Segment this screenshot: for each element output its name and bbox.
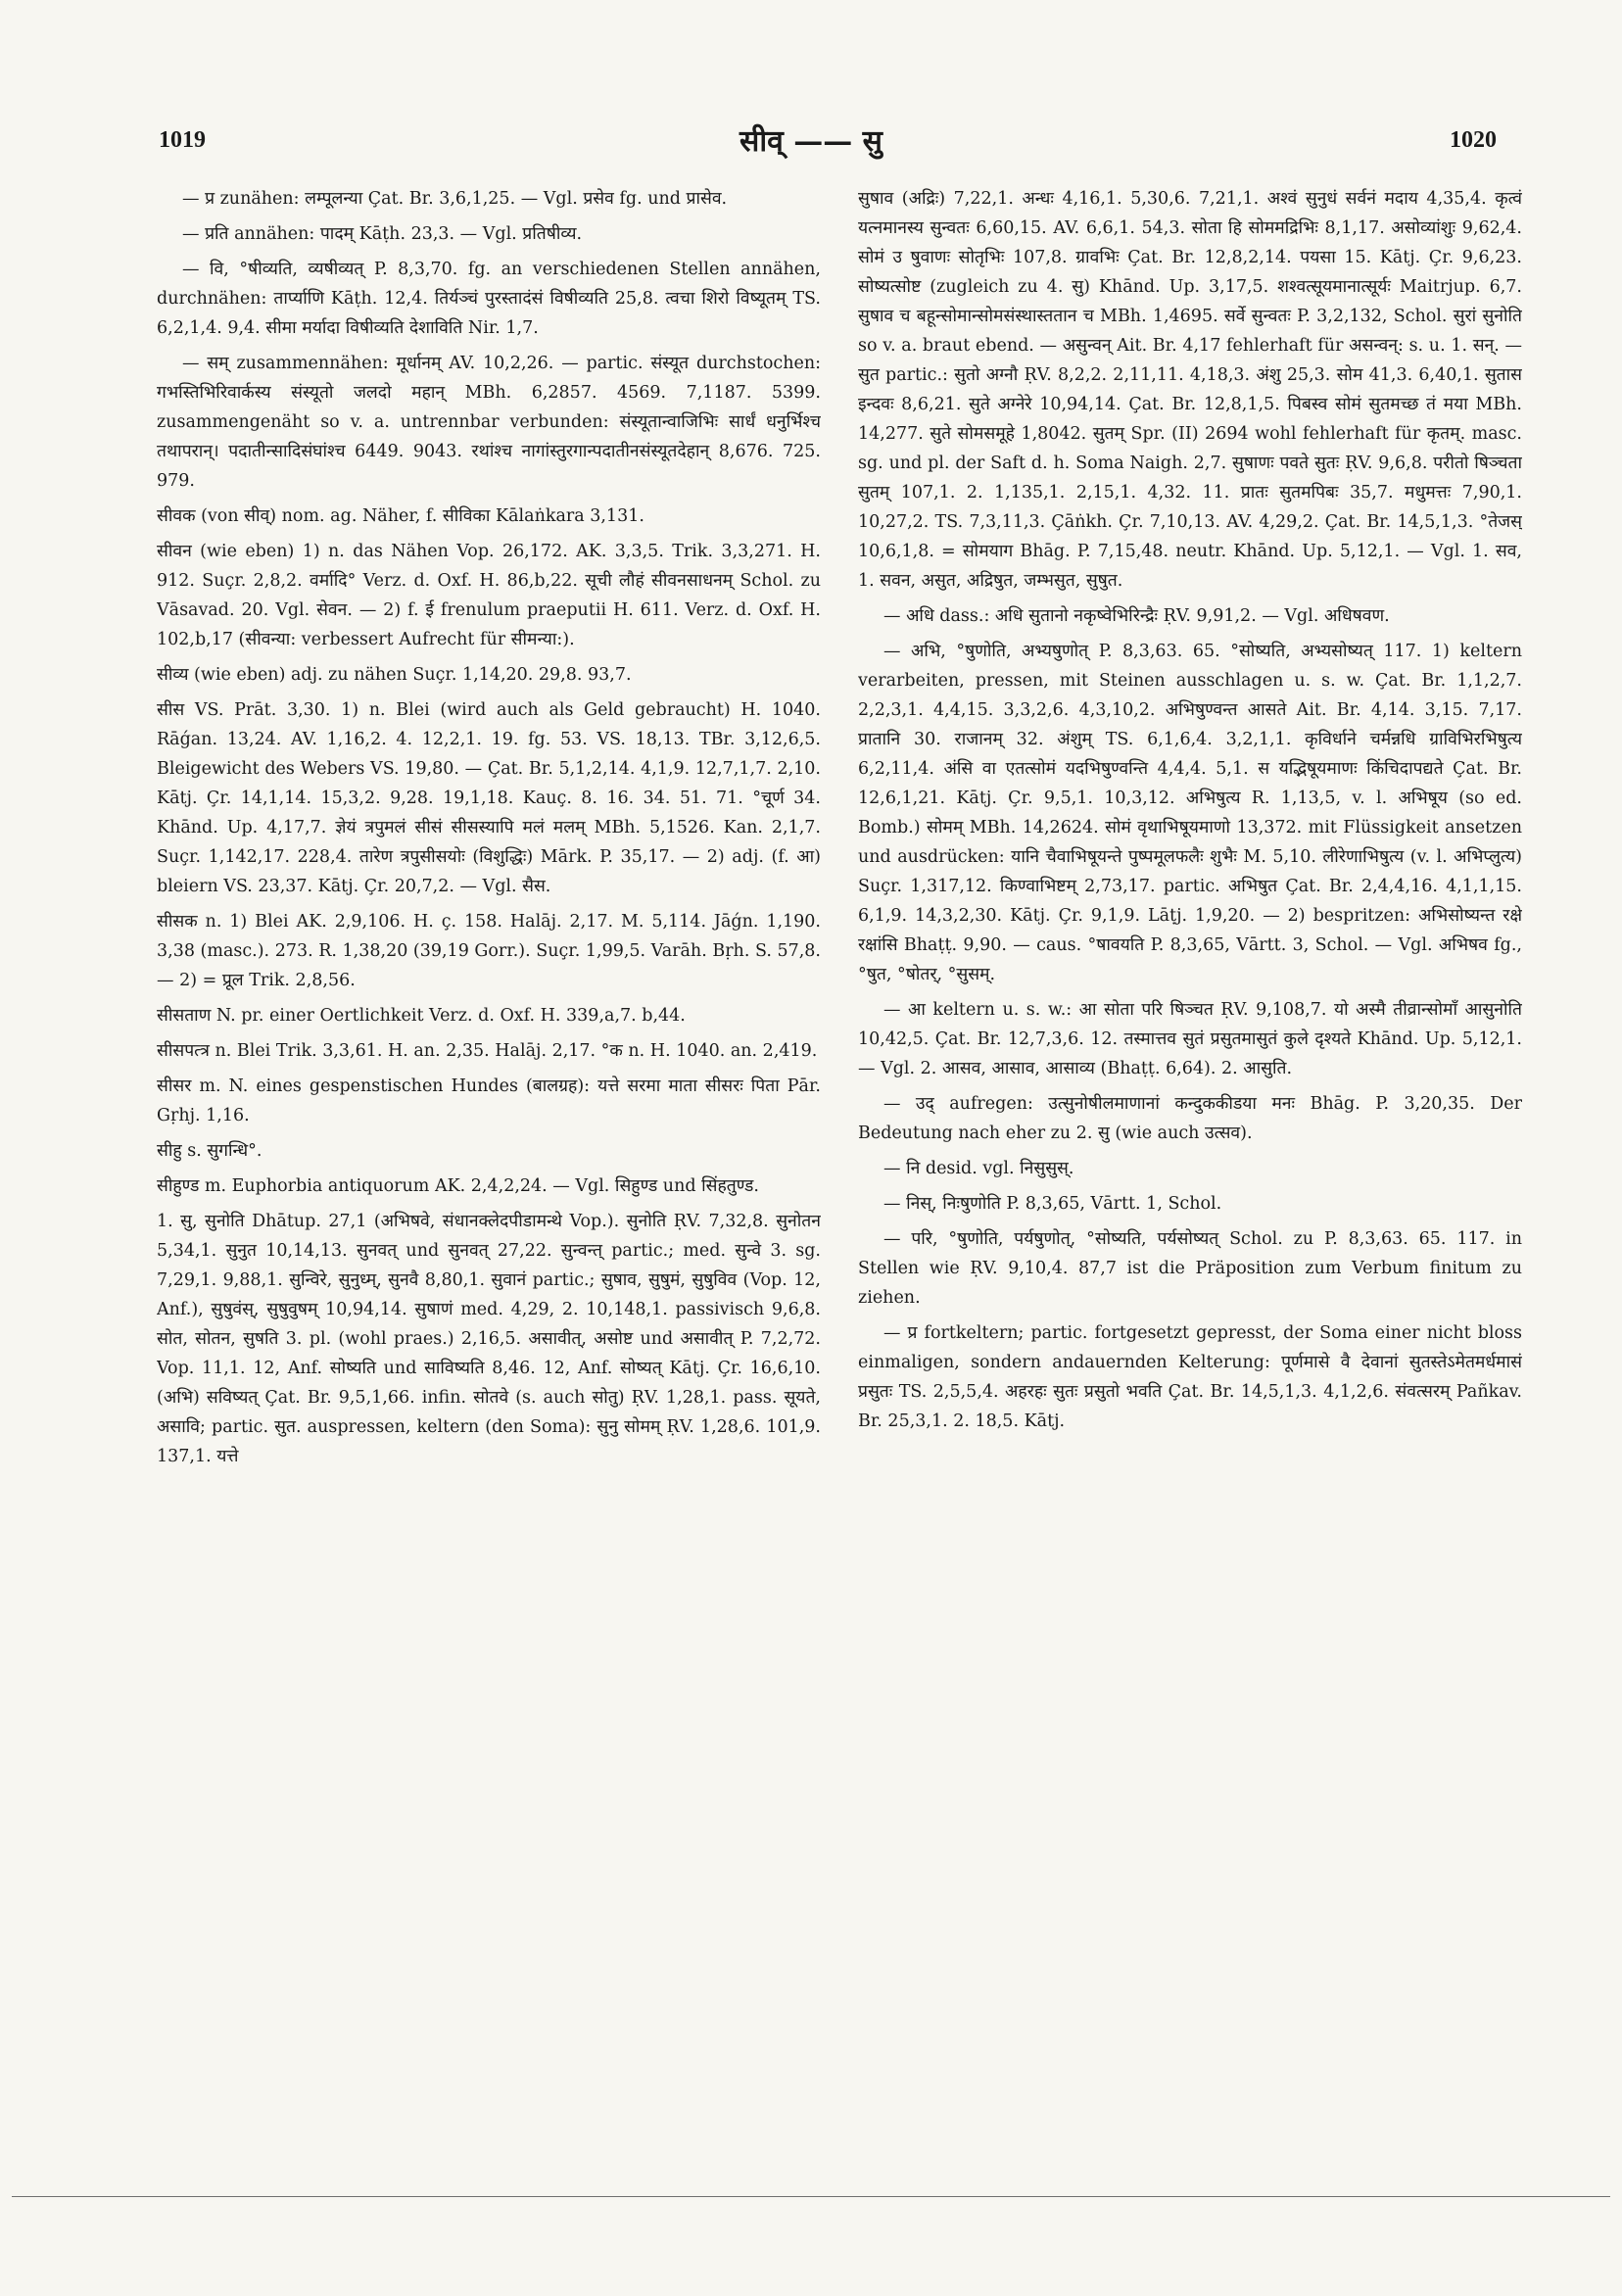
dictionary-entry: 1. सु, सुनोति Dhātup. 27,1 (अभिषवे, संधानक्लेदपीडामन्थे Vop.). सुनोति ṚV. 7,32,8. सुनोतन 5,34,1. सुनुत 10,14,13. सुनवत् und सुनवत् 27,22. सुन्वन्त् partic.; med. सुन्वे 3. sg. 7,29,1. 9,88,1. सुन्विरे, सुनुध्म्, सुनवै 8,80,1. सुवानं partic.; सुषाव, सुषुमं, सुषुविव (Vop. 12, Anf.), सुषुवंस्, सुषुवुषम् 10,94,14. सुषाणं med. 4,29, 2. 10,148,1. passivisch 9,6,8. सोत, सोतन, सुषति 3. pl. (wohl praes.) 2,16,5. असावीत्, असोष्ट und असावीत् P. 7,2,72. Vop. 11,1. 12, Anf. सोष्यति und साविष्यति 8,46. 12, Anf. सोष्यत् Kātj. Çr. 16,6,10. (अभि) सविष्यत् Çat. Br. 9,5,1,66. infin. सोतवे (s. auch सोतु) ṚV. 1,28,1. pass. सूयते, असावि; partic. सुत. auspressen, keltern (den Soma): सुनु सोमम् ṚV. 1,28,6. 101,9. 137,1. यत्ते (157, 1212, 821, 1466)
bottom-rule (12, 2196, 1610, 2197)
dictionary-entry: सीवन (wie eben) 1) n. das Nähen Vop. 26,172. AK. 3,3,5. Trik. 3,3,271. H. 912. Suçr. 2,8,2. वर्मादि° Verz. d. Oxf. H. 86,b,22. सूची लौहं सीवनसाधनम् Schol. zu Vāsavad. 20. Vgl. सेवन. — 2) f. ई frenulum praeputii H. 611. Verz. d. Oxf. H. 102,b,17 (सीवन्या: verbessert Aufrecht für सीमन्या:). (157, 542, 821, 649)
dictionary-entry: — परि, °षुणोति, पर्यषुणोत्, °सोष्यति, पर्यसोष्यत् Schol. zu P. 8,3,63. 65. 117. in Stellen wie ṚV. 9,10,4. 87,7 ist die Präposition zum Verbum finitum zu ziehen. (858, 1229, 1522, 1308)
dictionary-entry: — आ keltern u. s. w.: आ सोता परि षिञ्चत ṚV. 9,108,7. यो अस्मै तीव्रान्सोमाँ आसुनोति 10,42,5. Çat. Br. 12,7,3,6. 12. तस्मात्तव सुतं प्रसुतमासुतं कुले दृश्यते Khānd. Up. 5,12,1. — Vgl. 2. आसव, आसाव, आसाव्य (Bhaṭṭ. 6,64). 2. आसुति. (858, 1000, 1522, 1078)
dictionary-entry: — प्रति annähen: पादम् Kāṭh. 23,3. — Vgl. प्रतिषीव्य. (182, 224, 583, 244)
dictionary-entry: सीव्य (wie eben) adj. zu nähen Suçr. 1,14,20. 29,8. 93,7. (157, 665, 632, 685)
dictionary-entry: — अभि, °षुणोति, अभ्यषुणोत् P. 8,3,63. 65. °सोष्यति, अभ्यसोष्यत् 117. 1) keltern verarbeiten, pressen, mit Steinen ausschlagen u. s. w. Çat. Br. 1,1,2,7. 2,2,3,1. 4,4,15. 3,3,2,6. 4,3,10,2. अभिषुण्वन्त आसते Ait. Br. 4,14. 3,15. 7,17. प्रातानि 30. राजानम् 32. अंशुम् TS. 6,1,6,4. 3,2,1,1. कृविर्धाने चर्मन्नधि ग्राविभिरभिषुत्य 6,2,11,4. अंसि वा एतत्सोमं यदभिषुण्वन्ति 4,4,4. 5,1. स यद्भिषूयमाणः किंचिदापद्यते Çat. Br. 12,6,1,21. Kātj. Çr. 9,5,1. 10,3,12. अभिषुत्य R. 1,13,5, v. l. अभिषूय (so ed. Bomb.) सोमम् MBh. 14,2624. सोमं वृथाभिषूयमाणो 13,372. mit Flüssigkeit ansetzen und ausdrücken: यानि चैवाभिषूयन्ते पुष्पमूलफलैः शुभैः M. 5,10. लीरेणाभिषुत्य (v. l. अभिप्लुत्य) Suçr. 1,317,12. किण्वाभिष्टम् 2,73,17. partic. अभिषुत Çat. Br. 2,4,4,16. 4,1,1,15. 6,1,9. 14,3,2,30. Kātj. Çr. 9,1,9. Lāṭj. 1,9,20. — 2) bespritzen: अभिसोष्यन्त रक्षे रक्षांसि Bhaṭṭ. 9,90. — caus. °षावयति P. 8,3,65, Vārtt. 3, Schol. — Vgl. अभिषव fg., °षुत, °षोतर्, °सुसम्. (858, 642, 1522, 984)
dictionary-entry: — सम् zusammennähen: मूर्धानम् AV. 10,2,26. — partic. संस्यूत durchstochen: गभस्तिभिरिवार्कस्य संस्यूतो जलदो महान् MBh. 6,2857. 4569. 7,1187. 5399. zusammengenäht so v. a. untrennbar verbunden: संस्यूतान्वाजिभिः सार्धं धनुर्भिश्च तथापरान्। पदातीन्सादिसंघांश्च 6449. 9043. रथांश्च नागांस्तुरगान्पदातीनसंस्यूतदेहान् 8,676. 725. 979. (157, 354, 821, 491)
dictionary-entry: सीसर m. N. eines gespenstischen Hundes (बालग्रह): यत्ते सरमा माता सीसरः पिता Pār. Gṛhj. 1,16. (157, 1076, 821, 1125)
dictionary-entry: सीस VS. Prāt. 3,30. 1) n. Blei (wird auch als Geld gebraucht) H. 1040. Rāǵan. 13,24. AV. 1,16,2. 4. 12,2,1. 19. fg. 53. VS. 18,13. TBr. 3,12,6,5. Bleigewicht des Webers VS. 19,80. — Çat. Br. 5,1,2,14. 4,1,9. 12,7,1,7. 2,10. Kātj. Çr. 14,1,14. 15,3,2. 9,28. 19,1,18. Kauç. 8. 16. 34. 51. 71. °चूर्ण 34. Khānd. Up. 4,17,7. ज्ञेयं त्रपुमलं सीसं सीसस्यापि मलं मलम् MBh. 5,1526. Kan. 2,1,7. Suçr. 1,142,17. 228,4. तारेण त्रपुसीसयोः (विशुद्धिः) Mārk. P. 35,17. — 2) adj. (f. आ) bleiern VS. 23,37. Kātj. Çr. 20,7,2. — Vgl. सैस. (157, 700, 821, 896)
dictionary-entry: सीहुण्ड m. Euphorbia antiquorum AK. 2,4,2,24. — Vgl. सिहुण्ड und सिंहतुण्ड. (157, 1176, 759, 1196)
page-number-left: 1019 (159, 127, 206, 153)
page-number-right: 1020 (1450, 127, 1497, 153)
dictionary-entry: सीसक n. 1) Blei AK. 2,9,106. H. ç. 158. Halāj. 2,17. M. 5,114. Jāǵn. 1,190. 3,38 (masc.). 273. R. 1,38,20 (39,19 Gorr.). Suçr. 1,99,5. Varāh. Bṛh. S. 57,8. — 2) = प्रूल Trik. 2,8,56. (157, 912, 821, 990)
dictionary-entry: — निस्, निःषुणोति P. 8,3,65, Vārtt. 1, Schol. (883, 1194, 1222, 1214)
dictionary-entry: — प्र fortkeltern; partic. fortgesetzt gepresst, der Soma einer nicht bloss einmaligen, sondern andauernden Kelterung: पूर्णमासे वै देवानां सुतस्तेऽमेतमर्धमासं प्रसुतः TS. 2,5,5,4. अहरहः सुतः प्रसुतो भवति Çat. Br. 14,5,1,3. 4,1,2,6. संवत्सरम् Pañkav. Br. 25,3,1. 2. 18,5. Kātj. (858, 1323, 1522, 1431)
dictionary-entry: — अधि dass.: अधि सुतानो नकृष्वेभिरिन्द्रैः ṚV. 9,91,2. — Vgl. अधिषवण. (883, 606, 1390, 626)
dictionary-entry: सुषाव (अद्रिः) 7,22,1. अन्धः 4,16,1. 5,30,6. 7,21,1. अश्वं सुनुधं सर्वनं मदाय 4,35,4. कृत्वं यत्नमानस्य सुन्वतः 6,60,15. AV. 6,6,1. 54,3. सोता हि सोममद्रिभिः 8,1,17. असोव्यांशुः 9,62,4. सोमं उ षुवाणः सोतृभिः 107,8. ग्रावभिः Çat. Br. 12,8,2,14. पयसा 15. Kātj. Çr. 9,6,23. सोष्यत्सोष्ट (zugleich zu 4. सु) Khānd. Up. 3,17,5. शश्वत्सूयमानात्सूर्यः Maitrjup. 6,7. सुषाव च बहून्सोमान्सोमसंस्थास्ततान च MBh. 1,4695. सर्वे सुन्वतः P. 3,2,132, Schol. सुरां सुनोति so v. a. braut ebend. — असुन्वन् Ait. Br. 4,17 fehlerhaft für असन्वन्: s. u. 1. सन्. — सुत partic.: सुतो अग्नौ ṚV. 8,2,2. 2,11,11. 4,18,3. अंशु 25,3. सोम 41,3. 6,40,1. सुतास इन्दवः 8,6,21. सुते अग्नेरे 10,94,14. Çat. Br. 12,8,1,5. पिबस्व सोमं सुतमच्छ तं मया MBh. 14,277. सुते सोमसमूहे 1,8042. सुतम् Spr. (II) 2694 wohl fehlerhaft für कृतम्. masc. sg. und pl. der Saft d. h. Soma Naigh. 2,7. सुषाणः पवते सुतः ṚV. 9,6,8. परीतो षिञ्चता सुतम् 107,1. 2. 1,135,1. 2,15,1. 4,32. 11. प्रातः सुतमपिबः 35,7. मधुमत्तः 7,90,1. 10,27,2. TS. 7,3,11,3. Çāṅkh. Çr. 7,10,13. AV. 4,29,2. Çat. Br. 14,5,1,3. °तेजस् 10,6,1,8. = सोमयाग Bhāg. P. 7,15,48. neutr. Khānd. Up. 5,12,1. — Vgl. 1. सव, 1. सवन, असुत, अद्रिषुत, जम्भसुत, सुषुत. (858, 189, 1522, 591)
left-column (157, 184, 821, 1986)
dictionary-entry: सीसताण N. pr. einer Oertlichkeit Verz. d. Oxf. H. 339,a,7. b,44. (157, 1006, 686, 1026)
right-column (858, 184, 1522, 1986)
dictionary-entry: सीहु s. सुगन्धि°. (157, 1141, 262, 1161)
dictionary-entry: — नि desid. vgl. निसुसुस्. (883, 1159, 1074, 1178)
dictionary-entry: — प्र zunähen: लम्पूलन्या Çat. Br. 3,6,1,25. — Vgl. प्रसेव fg. und प्रासेव. (182, 189, 728, 209)
dictionary-entry: — वि, °षीव्यति, व्यषीव्यत् P. 8,3,70. fg. an verschiedenen Stellen annähen, durchnähen: तार्प्याणि Kāṭh. 12,4. तिर्यञ्चं पुरस्तादंसं विषीव्यति 25,8. त्वचा शिरो विष्यूतम् TS. 6,2,1,4. 9,4. सीमा मर्यादा विषीव्यति देशाविति Nir. 1,7. (157, 260, 821, 338)
dictionary-entry: — उद् aufregen: उत्सुनोषीलमाणानां कन्दुककीडया मनः Bhāg. P. 3,20,35. Der Bedeutung nach eher zu 2. सु (wie auch उत्सव). (858, 1094, 1522, 1143)
dictionary-entry: सीवक (von सीव्) nom. ag. Näher, f. सीविका Kālaṅkara 3,131. (157, 506, 644, 526)
dictionary-entry: सीसपत्त्र n. Blei Trik. 3,3,61. H. an. 2,35. Halāj. 2,17. °क n. H. 1040. an. 2,419. (157, 1041, 818, 1061)
running-head: सीव् —— सु (739, 124, 883, 159)
